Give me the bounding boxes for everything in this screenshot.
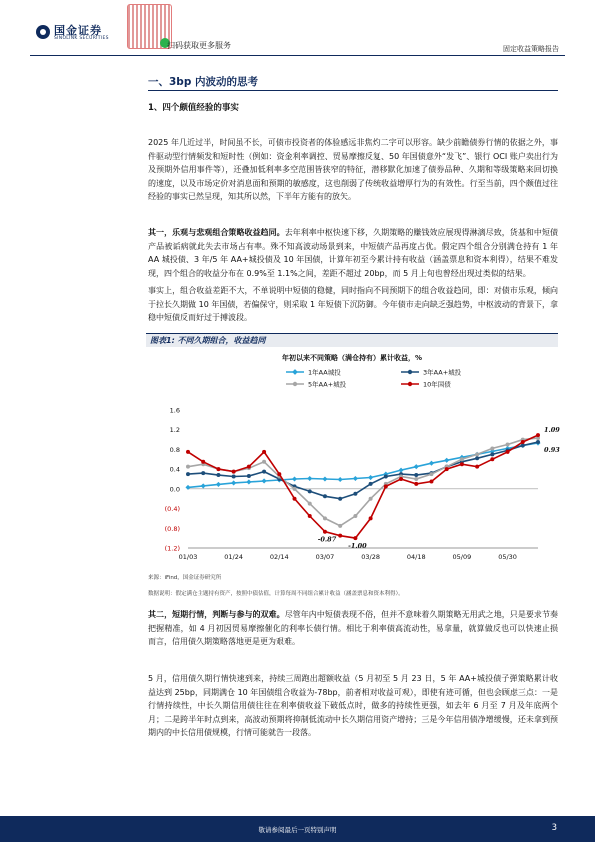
company-logo-icon xyxy=(36,25,50,39)
qr-caption: 扫码获取更多服务 xyxy=(167,41,231,50)
figure-note: 数据说明：假定满仓主题持有资产，按照中债估值，计算每周不同组合累计收益（涵盖票息和资本利得）。 xyxy=(148,591,404,597)
x-tick-label: 05/30 xyxy=(498,553,517,561)
legend-label: 1年AA城投 xyxy=(308,368,341,377)
data-point xyxy=(506,450,510,454)
x-tick-label: 04/18 xyxy=(406,553,426,561)
data-point xyxy=(201,460,205,464)
legend-marker xyxy=(292,369,298,375)
data-point xyxy=(353,514,357,518)
figure-label: 图表1: 不同久期组合，收益趋同 xyxy=(146,333,558,347)
page-number: 3 xyxy=(551,823,557,833)
page-footer xyxy=(0,816,595,842)
y-tick-label: 1.6 xyxy=(169,406,180,415)
data-point xyxy=(490,457,494,461)
data-point xyxy=(262,470,266,474)
x-tick-label: 03/28 xyxy=(361,553,380,561)
chart-legend xyxy=(286,368,462,389)
data-point xyxy=(323,516,327,520)
x-tick-label: 03/07 xyxy=(315,553,335,561)
data-point xyxy=(186,450,190,454)
legend-marker xyxy=(408,382,412,386)
header-divider xyxy=(30,55,565,56)
paragraph-lead: 其一，乐观与悲观组合策略收益趋同。 xyxy=(148,228,285,237)
subsection-heading: 1、四个颇值经验的事实 xyxy=(148,103,239,113)
legend-label: 10年国债 xyxy=(423,380,451,389)
disclaimer-link[interactable]: 敬请参阅最后一页特别声明 xyxy=(258,826,337,834)
heading-underline xyxy=(148,90,558,91)
data-point xyxy=(369,482,373,486)
data-point xyxy=(353,476,358,481)
chart-title: 年初以来不同策略（满仓持有）累计收益，% xyxy=(281,354,423,362)
section-heading: 一、3bp 内波动的思考 xyxy=(148,76,258,88)
data-label: 0.93 xyxy=(544,446,560,455)
data-point xyxy=(521,443,525,447)
data-point xyxy=(277,472,281,476)
data-point xyxy=(308,514,312,518)
data-point xyxy=(307,476,312,481)
data-point xyxy=(414,477,418,481)
data-point xyxy=(201,471,205,475)
data-point xyxy=(384,475,388,479)
x-tick-label: 02/14 xyxy=(269,553,289,561)
series-line xyxy=(188,443,538,487)
data-point xyxy=(338,534,342,538)
data-point xyxy=(444,458,449,463)
data-point xyxy=(308,489,312,493)
data-point xyxy=(216,467,220,471)
data-point xyxy=(216,482,221,487)
data-point xyxy=(353,536,357,540)
data-point xyxy=(398,468,403,473)
data-point xyxy=(216,473,220,477)
x-tick-label: 01/24 xyxy=(224,553,244,561)
data-point xyxy=(384,484,388,488)
data-point xyxy=(369,516,373,520)
figure-source: 来源：iFind，国金证券研究所 xyxy=(148,575,222,581)
data-label: 1.09 xyxy=(544,426,560,435)
paragraph-2: 其一，乐观与悲观组合策略收益趋同。去年利率中枢快速下移，久期策略的赚钱效应展现得淋漓尽致，货基和中短债产品被诟病就此失去市场占有率。殊不知高波动场景到来，中短债产品再度占优。假定四个组合分别满仓持有 1 年 AA 城投债、3 年/5 年 AA+城投债及 10 年国债，计算年初至今累计持有收益（涵盖票息和资本利得），结果不难发现，四个组合的收益分布在 0.9%至 1.1%之间，差距不超过 20bp，而 5 月上旬也曾经出现过类似的结果。 xyxy=(148,228,559,278)
data-point xyxy=(293,487,297,491)
x-tick-label: 01/03 xyxy=(178,553,198,561)
x-tick-label: 05/09 xyxy=(452,553,472,561)
data-point xyxy=(338,497,342,501)
legend-marker xyxy=(293,382,297,386)
company-name: 国金证券 xyxy=(54,24,102,37)
y-tick-label: (0.4) xyxy=(164,505,180,514)
data-point xyxy=(186,465,190,469)
data-point xyxy=(323,530,327,534)
data-point xyxy=(414,482,418,486)
data-point xyxy=(247,465,251,469)
data-point xyxy=(262,478,267,483)
data-point xyxy=(445,467,449,471)
data-point xyxy=(262,450,266,454)
data-point xyxy=(338,477,343,482)
data-point xyxy=(262,460,266,464)
data-point xyxy=(293,497,297,501)
data-point xyxy=(429,472,433,476)
data-point xyxy=(460,462,464,466)
data-point xyxy=(536,440,540,444)
data-point xyxy=(246,479,251,484)
data-point xyxy=(368,475,373,480)
paragraph-1: 2025 年几近过半，时间虽不长，可债市投资者的体验感远非焦灼二字可以形容。缺少前瞻债券行情的依据之外，事件驱动型行情频发和短时性（例如：资金利率调控、贸易摩擦反复、50 年国债意外“发飞”、银行 OCI 账户卖出行为及预期外信用事件等），还叠加低利率多空范围皆狭窄的特征，潜移默化加速了债券品种、久期和等级策略来回切换的速度，以及市场定价对消息面和预期的敏感度，这也削弱了传统收益增厚行为的有效性。行至当前，四个颇值过往经验的事实已然呈现，知其所以然，下半年方能有的放矢。 xyxy=(148,138,558,201)
data-point xyxy=(231,480,236,485)
data-point xyxy=(369,497,373,501)
data-label: -0.87 xyxy=(317,535,337,544)
data-point xyxy=(475,456,479,460)
data-point xyxy=(232,470,236,474)
paragraph-lead: 其二，短期行情，判断与参与的双难。 xyxy=(148,610,285,619)
data-point xyxy=(414,464,419,469)
data-point xyxy=(536,433,540,437)
data-point xyxy=(353,492,357,496)
data-label: -1.00 xyxy=(348,542,367,551)
company-name-en: SINOLINK SECURITIES xyxy=(54,36,109,41)
data-point xyxy=(323,494,327,498)
y-tick-label: 0.0 xyxy=(169,485,180,494)
report-type: 固定收益策略报告 xyxy=(503,45,559,53)
y-tick-label: (0.8) xyxy=(164,524,180,533)
data-point xyxy=(247,474,251,478)
paragraph-5: 5 月，信用债久期行情快速到来，持续三周跑出超额收益（5 月初至 5 月 23 日，5 年 AA+城投债子弹策略累计收益达到 25bp，同期满仓 10 年国债组合收益为-78bp，前者相对收益可观），即使有迹可循，但也会顾虑三点：一是行情持续性，中长久期信用债往往在利率债收益下破低点时，做多的持续性更强，如去年 6 月至 7 月及年底两个月；二是跨半年时点到来，高波动预期将抑制低流动中长久期信用资产增持；三是今年信用债净增缓慢，还未拿到预期内的中长信用债规模，行情可能就告一段落。 xyxy=(148,674,558,737)
data-point xyxy=(308,502,312,506)
paragraph-3: 事实上，组合收益差距不大，不单说明中短债的稳健，同时指向不同预期下的组合收益趋同，即：对债市乐观，倾向于拉长久期做 10 年国债，若偏保守，则采取 1 年短债下沉防御。今年债市走向缺乏强趋势，中枢波动的背景下，拿稳中短债反而好过于搏波段。 xyxy=(148,286,558,322)
data-point xyxy=(460,457,464,461)
data-point xyxy=(232,475,236,479)
data-point xyxy=(414,473,418,477)
y-tick-label: 1.2 xyxy=(169,426,180,435)
data-point xyxy=(292,476,297,481)
data-point xyxy=(506,443,510,447)
legend-label: 5年AA+城投 xyxy=(308,380,347,389)
data-point xyxy=(201,483,206,488)
paragraph-4: 其二，短期行情，判断与参与的双难。尽管年内中短债表现不俗，但并不意味着久期策略无用武之地，只是要求节奏把握精准，如 4 月初因贸易摩擦催化的利率长债行情。相比于利率债高流动性，易拿量，就算做反也可以快速止损而言，信用债久期策略落地更是更为艰难。 xyxy=(148,610,559,646)
data-point xyxy=(185,485,190,490)
page-header xyxy=(0,0,595,58)
data-point xyxy=(490,452,494,456)
data-point xyxy=(429,461,434,466)
data-point xyxy=(322,476,327,481)
y-tick-label: 0.4 xyxy=(169,465,180,474)
data-point xyxy=(490,446,494,450)
chart-series xyxy=(185,433,540,540)
y-tick-label: 0.8 xyxy=(169,445,180,454)
legend-label: 3年AA+城投 xyxy=(423,368,462,377)
cumulative-return-chart xyxy=(146,350,558,568)
data-point xyxy=(338,524,342,528)
legend-marker xyxy=(408,370,412,374)
y-tick-label: (1.2) xyxy=(164,544,180,553)
data-point xyxy=(475,452,479,456)
data-point xyxy=(475,465,479,469)
data-point xyxy=(399,477,403,481)
data-point xyxy=(429,479,433,483)
data-point xyxy=(186,472,190,476)
data-point xyxy=(521,440,525,444)
